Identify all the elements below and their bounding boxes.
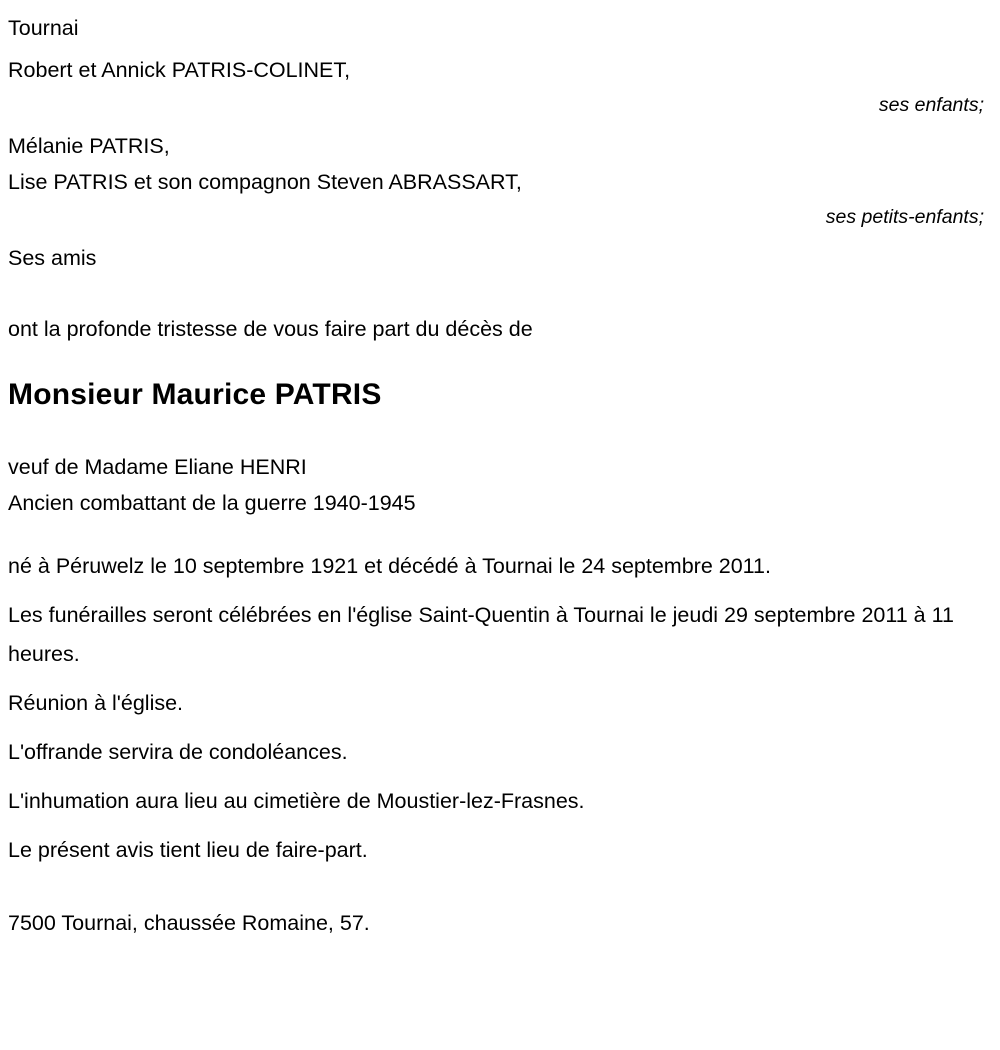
spacer [8, 586, 992, 596]
grandchild-name-line: Mélanie PATRIS, [8, 134, 170, 158]
spacer [8, 772, 992, 782]
contact-address: 7500 Tournai, chaussée Romaine, 57. [8, 911, 370, 935]
offering-line: L'offrande servira de condoléances. [8, 740, 348, 764]
spacer [8, 821, 992, 831]
announcement-intro: ont la profonde tristesse de vous faire part du décès de [8, 317, 533, 341]
city-header: Tournai [8, 16, 79, 40]
spouse-line: veuf de Madame Eliane HENRI [8, 455, 307, 479]
grandchildren-relation-label: ses petits-enfants; [825, 206, 984, 228]
deceased-name: Monsieur Maurice PATRIS [8, 378, 382, 411]
funeral-details: Les funérailles seront célébrées en l'église Saint-Quentin à Tournai le jeudi 29 septembre 2011 à 11 heures. [8, 603, 954, 666]
spacer [8, 723, 992, 733]
gathering-line: Réunion à l'église. [8, 691, 184, 715]
spacer [8, 276, 992, 310]
children-name-line: Robert et Annick PATRIS-COLINET, [8, 58, 351, 82]
notice-statement: Le présent avis tient lieu de faire-part. [8, 838, 368, 862]
children-relation-label: ses enfants; [878, 94, 984, 116]
distinction-line: Ancien combattant de la guerre 1940-1945 [8, 491, 416, 515]
friends-line: Ses amis [8, 246, 97, 270]
burial-line: L'inhumation aura lieu au cimetière de Moustier-lez-Frasnes. [8, 789, 585, 813]
spacer [8, 521, 992, 547]
spacer [8, 674, 992, 684]
birth-death-line: né à Péruwelz le 10 septembre 1921 et décédé à Tournai le 24 septembre 2011. [8, 554, 771, 578]
spacer [8, 870, 992, 904]
grandchild-name-line: Lise PATRIS et son compagnon Steven ABRASSART, [8, 170, 522, 194]
spacer [8, 415, 992, 449]
spacer [8, 349, 992, 375]
